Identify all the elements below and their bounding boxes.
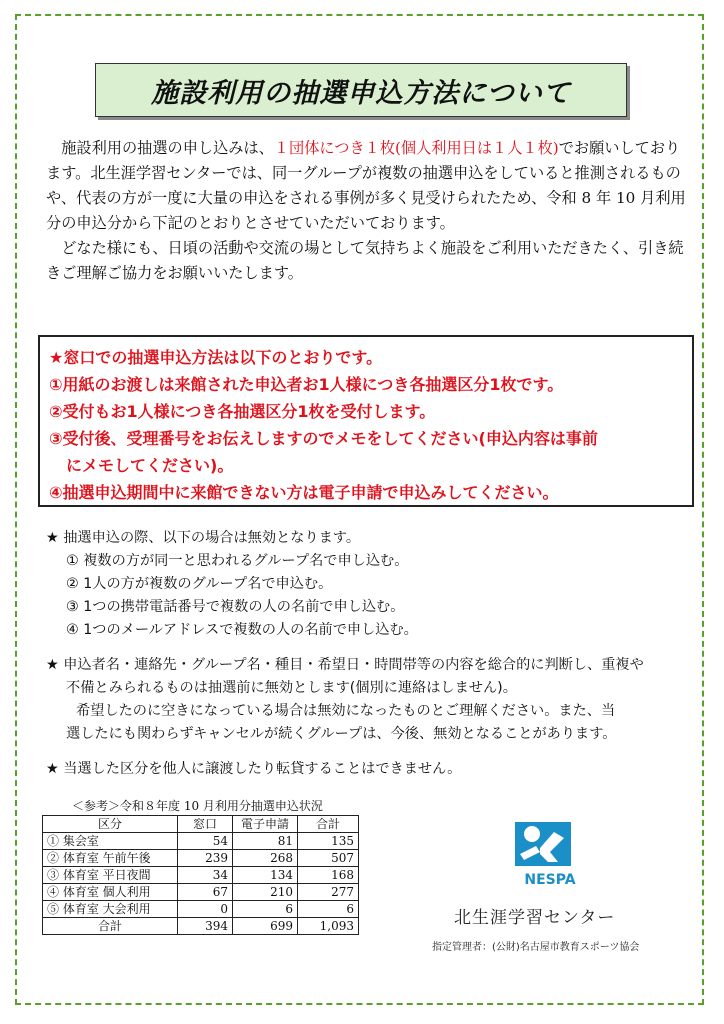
table-row bbox=[43, 850, 359, 867]
total-sum: 1,093 bbox=[298, 918, 359, 935]
table-header-row bbox=[43, 816, 359, 833]
nespa-logo-icon bbox=[510, 818, 590, 888]
table-row bbox=[43, 867, 359, 884]
header-total: 合計 bbox=[298, 816, 359, 833]
notice-line-1: ★窓口での抽選申込方法は以下のとおりです。 bbox=[49, 348, 383, 367]
reference-title: ＜参考＞令和８年度 10 月利用分抽選申込状況 bbox=[72, 799, 323, 813]
row-total: 277 bbox=[298, 884, 359, 901]
row-label: ① 集会室 bbox=[43, 833, 178, 850]
row-counter: 34 bbox=[178, 867, 233, 884]
header-online: 電子申請 bbox=[233, 816, 298, 833]
notice-line-2: ①用紙のお渡しは来館された申込者お1人様につき各抽選区分1枚です。 bbox=[49, 375, 564, 394]
notice-box bbox=[38, 335, 694, 507]
row-label: ② 体育室 午前午後 bbox=[43, 850, 178, 867]
row-label: ④ 体育室 個人利用 bbox=[43, 884, 178, 901]
organization-name: 北生涯学習センター bbox=[454, 908, 616, 928]
judge-line-4: 選したにも関わらずキャンセルが続くグループは、今後、無効となることがあります。 bbox=[66, 726, 617, 742]
notice-line-4b: にメモしてください)。 bbox=[66, 456, 234, 475]
total-label: 合計 bbox=[43, 918, 178, 935]
notice-line-4a: ③受付後、受理番号をお伝えしますのでメモをしてください(申込内容は事前 bbox=[49, 429, 598, 448]
table-row bbox=[43, 884, 359, 901]
row-total: 6 bbox=[298, 901, 359, 918]
intro-text-end: でお願いしております。北生涯学習センターでは、同一グループが複数の抽選申込をしていると推測されるものや、代表の方が一度に大量の申込をされる事例が多く見受けられたため、令和 8 年 10 月利用分の申込分から下記のとおりとさせていただいております。 bbox=[46, 139, 686, 232]
notice-line-5: ④抽選申込期間中に来館できない方は電子申請で申込みしてください。 bbox=[49, 483, 559, 502]
invalid-heading: ★ 抽選申込の際、以下の場合は無効となります。 bbox=[46, 530, 361, 546]
total-counter: 394 bbox=[178, 918, 233, 935]
invalid-item: ③ 1つの携帯電話番号で複数の人の名前で申し込む。 bbox=[66, 599, 405, 615]
intro-text-start: 施設利用の抽選の申し込みは、 bbox=[61, 139, 274, 157]
intro-section bbox=[46, 136, 694, 286]
row-total: 507 bbox=[298, 850, 359, 867]
title-banner bbox=[95, 63, 627, 117]
notice-line-3: ②受付もお1人様につき各抽選区分1枚を受付します。 bbox=[49, 402, 436, 421]
invalid-item: ④ 1つのメールアドレスで複数の人の名前で申し込む。 bbox=[66, 622, 418, 638]
row-total: 168 bbox=[298, 867, 359, 884]
invalid-item: ① 複数の方が同一と思われるグループ名で申し込む。 bbox=[66, 553, 409, 569]
designated-manager: 指定管理者：(公財)名古屋市教育スポーツ協会 bbox=[432, 942, 640, 953]
header-counter: 窓口 bbox=[178, 816, 233, 833]
total-online: 699 bbox=[233, 918, 298, 935]
table-row bbox=[43, 833, 359, 850]
page-title: 施設利用の抽選申込方法について bbox=[151, 77, 571, 109]
row-label: ⑤ 体育室 大会利用 bbox=[43, 901, 178, 918]
row-online: 134 bbox=[233, 867, 298, 884]
row-label: ③ 体育室 平日夜間 bbox=[43, 867, 178, 884]
intro-paragraph-2: どなた様にも、日頃の活動や交流の場として気持ちよく施設をご利用いただきたく、引き続きご理解ご協力をお願いいたします。 bbox=[46, 239, 684, 282]
judge-line-3: 希望したのに空きになっている場合は無効になったものとご理解ください。また、当 bbox=[76, 703, 616, 719]
row-counter: 239 bbox=[178, 850, 233, 867]
logo-wordmark: NESPA bbox=[524, 872, 576, 888]
transfer-rule: ★ 当選した区分を他人に譲渡したり転貸することはできません。 bbox=[46, 761, 462, 777]
judge-line-2: 不備とみられるものは抽選前に無効とします(個別に連絡はしません)。 bbox=[66, 680, 517, 696]
rules-section bbox=[46, 527, 696, 781]
intro-highlight: １団体につき１枚(個人利用日は１人１枚) bbox=[273, 139, 559, 157]
row-total: 135 bbox=[298, 833, 359, 850]
row-counter: 0 bbox=[178, 901, 233, 918]
reference-table bbox=[42, 815, 359, 935]
row-online: 81 bbox=[233, 833, 298, 850]
row-online: 268 bbox=[233, 850, 298, 867]
intro-paragraph-1 bbox=[46, 136, 694, 236]
judge-line-1: ★ 申込者名・連絡先・グループ名・種目・希望日・時間帯等の内容を総合的に判断し、重複や bbox=[46, 657, 644, 673]
header-category: 区分 bbox=[43, 816, 178, 833]
invalid-item: ② 1人の方が複数のグループ名で申込む。 bbox=[66, 576, 333, 592]
row-online: 210 bbox=[233, 884, 298, 901]
table-row bbox=[43, 901, 359, 918]
table-total-row bbox=[43, 918, 359, 935]
row-counter: 67 bbox=[178, 884, 233, 901]
row-counter: 54 bbox=[178, 833, 233, 850]
row-online: 6 bbox=[233, 901, 298, 918]
